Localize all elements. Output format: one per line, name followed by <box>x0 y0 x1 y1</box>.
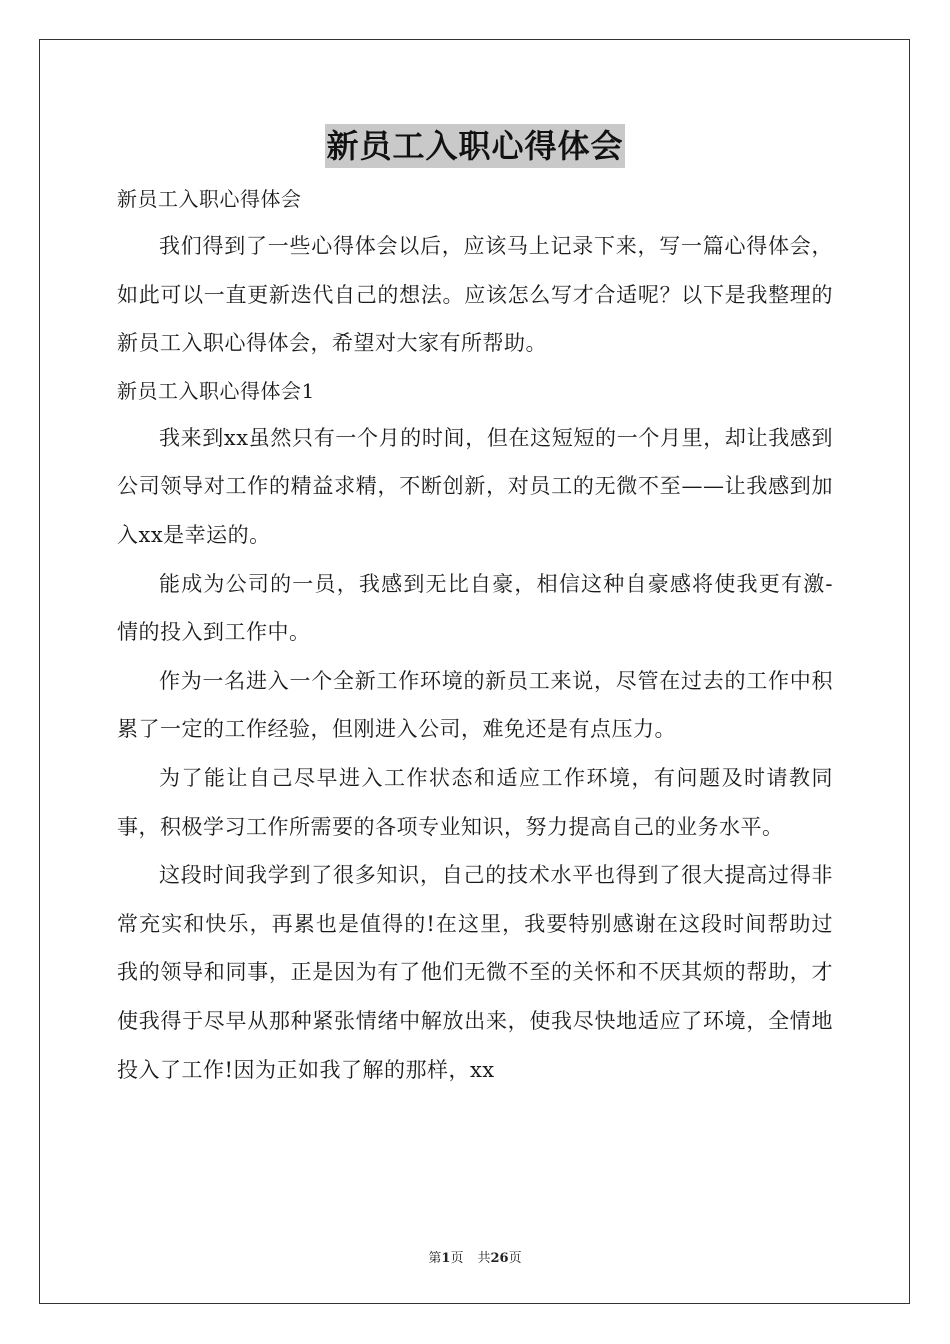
page-footer <box>0 1247 950 1266</box>
page-prefix: 第 <box>428 1251 442 1266</box>
body-paragraph: 我来到xx虽然只有一个月的时间，但在这短短的一个月里，却让我感到公司领导对工作的精益求精，不断创新，对员工的无微不至——让我感到加入xx是幸运的。 <box>117 425 833 547</box>
body-paragraph: 这段时间我学到了很多知识，自己的技术水平也得到了很大提高过得非常充实和快乐，再累也是值得的!在这里，我要特别感谢在这段时间帮助过我的领导和同事，正是因为有了他们无微不至的关怀和不厌其烦的帮助，才使我得于尽早从那种紧张情绪中解放出来，使我尽快地适应了环境，全情地投入了工作!因为正如我了解的那样，xx <box>117 863 833 1082</box>
document-title-text: 新员工入职心得体会 <box>325 124 624 168</box>
body-paragraph: 能成为公司的一员，我感到无比自豪，相信这种自豪感将使我更有激-情的投入到工作中。 <box>117 571 833 645</box>
document-body <box>117 176 833 1094</box>
intro-paragraph: 我们得到了一些心得体会以后，应该马上记录下来，写一篇心得体会，如此可以一直更新迭代自己的想法。应该怎么写才合适呢？以下是我整理的新员工入职心得体会，希望对大家有所帮助。 <box>117 234 833 356</box>
page-current: 1 <box>441 1251 451 1266</box>
section-heading: 新员工入职心得体会1 <box>117 378 315 403</box>
page-suffix: 页 <box>450 1251 464 1266</box>
total-suffix: 页 <box>508 1251 522 1266</box>
document-title <box>0 124 950 168</box>
body-paragraph: 为了能让自己尽早进入工作状态和适应工作环境，有问题及时请教同事，积极学习工作所需要的各项专业知识，努力提高自己的业务水平。 <box>117 765 833 839</box>
subtitle-line: 新员工入职心得体会 <box>117 187 302 211</box>
body-paragraph: 作为一名进入一个全新工作环境的新员工来说，尽管在过去的工作中积累了一定的工作经验，但刚进入公司，难免还是有点压力。 <box>117 668 833 742</box>
page-total: 26 <box>490 1251 509 1266</box>
total-prefix: 共 <box>477 1251 491 1266</box>
